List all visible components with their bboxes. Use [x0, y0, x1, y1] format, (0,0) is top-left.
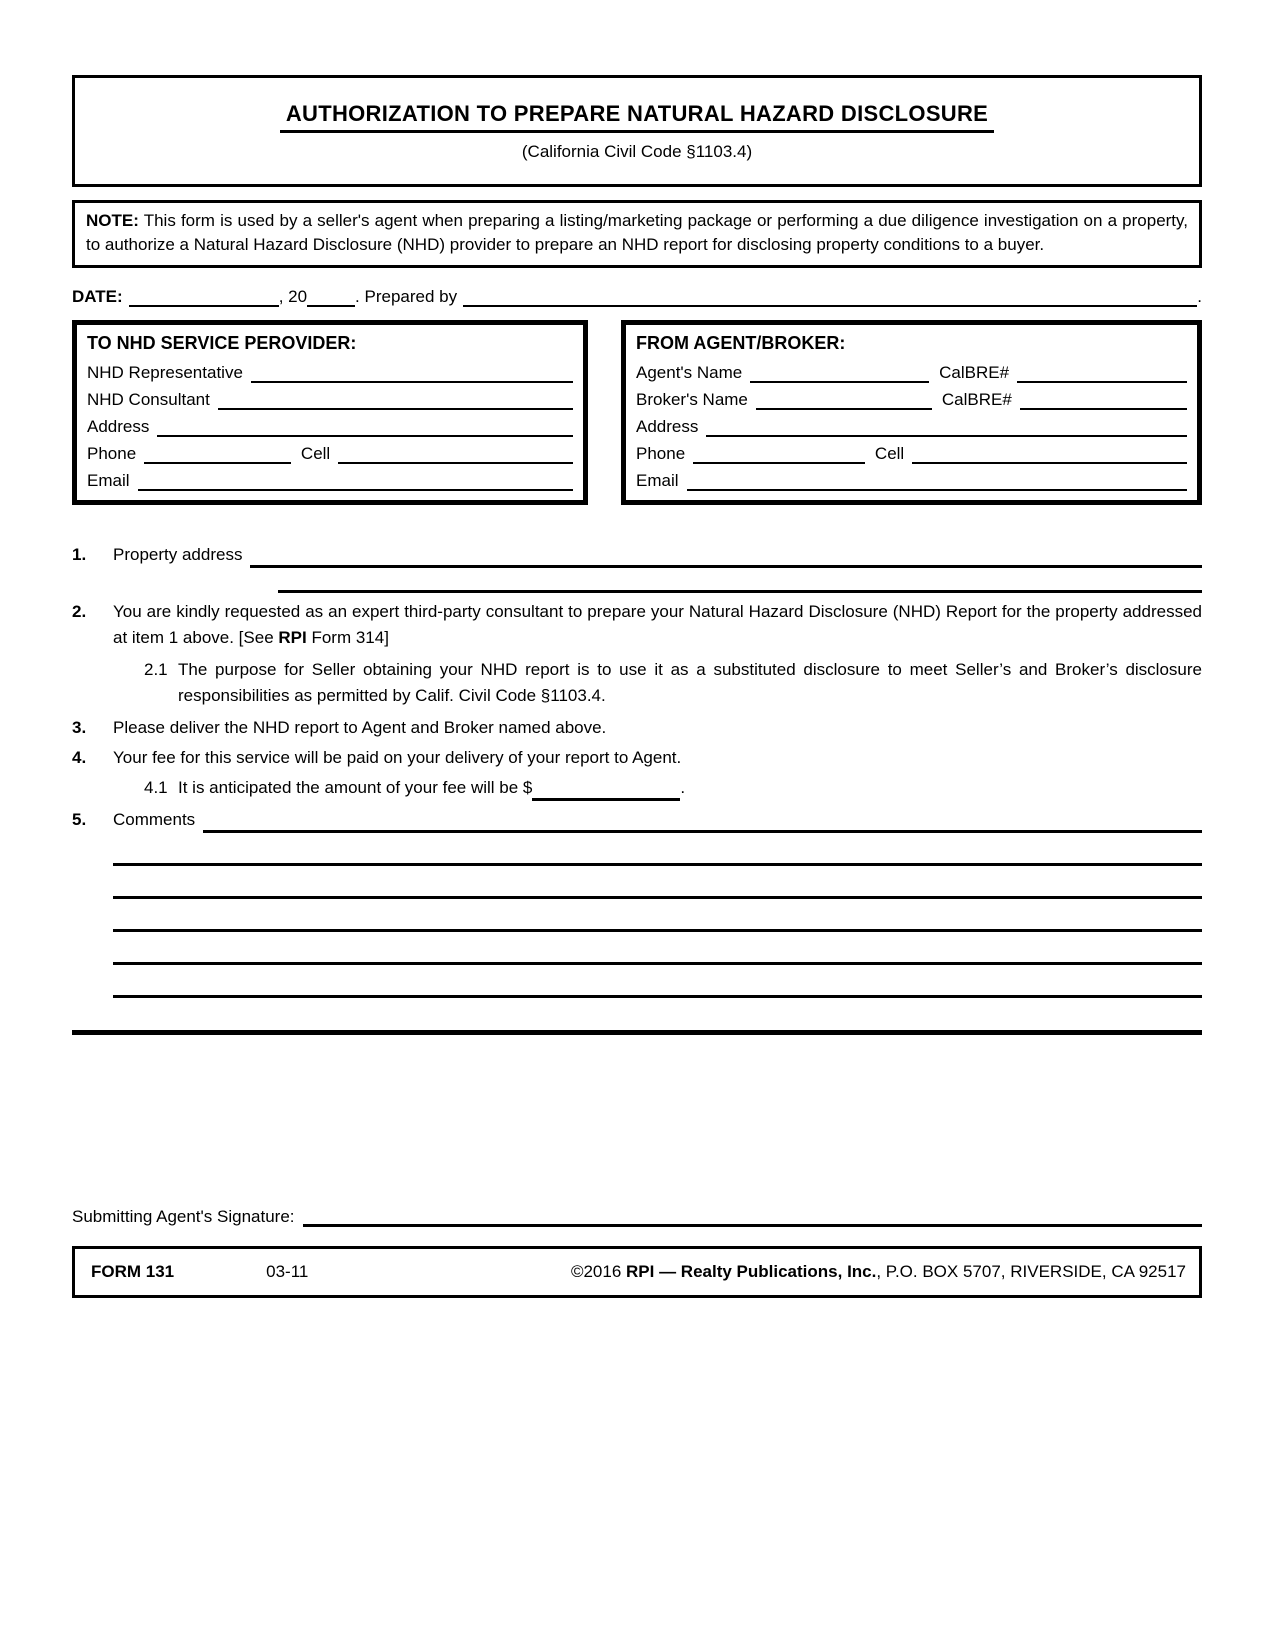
- comments-input-line-6[interactable]: [113, 965, 1202, 998]
- property-address-label: Property address: [113, 545, 243, 564]
- agent-broker-heading: FROM AGENT/BROKER:: [636, 333, 846, 353]
- agent-name-row: [636, 356, 1187, 383]
- item-3-text: Please deliver the NHD report to Agent and Broker named above.: [113, 718, 607, 737]
- item-2-text: [113, 599, 1202, 651]
- item-2-1-number: 2.1: [144, 660, 168, 679]
- agent-email-row: [636, 464, 1187, 491]
- provider-address-row: [87, 410, 573, 437]
- agent-phone-input-line[interactable]: [693, 446, 865, 464]
- prepared-by-label: . Prepared by: [355, 287, 458, 306]
- item-4-1-number: 4.1: [144, 778, 168, 797]
- provider-phone-row: [87, 437, 573, 464]
- agent-name-label: Agent's Name: [636, 363, 743, 382]
- nhd-provider-box: [72, 320, 588, 505]
- agent-address-input-line[interactable]: [706, 419, 1187, 437]
- item-2-text-a: You are kindly requested as an expert third-party consultant to prepare your Natural Hazard Disclosure (NHD) Report for the property addressed at item 1 above. [See: [113, 602, 1202, 647]
- item-1-body: [113, 542, 1202, 568]
- comments-label: Comments: [113, 810, 196, 829]
- item-3: [72, 715, 1202, 741]
- item-4-text: Your fee for this service will be paid on your delivery of your report to Agent.: [113, 748, 682, 767]
- provider-email-label: Email: [87, 471, 130, 490]
- item-2-1-text: The purpose for Seller obtaining your NHD report is to use it as a substituted disclosure to meet Seller’s and Broker’s disclosure responsibilities as permitted by Calif. Civil Code §1103.4.: [178, 660, 1202, 705]
- broker-name-row: [636, 383, 1187, 410]
- item-5: [72, 807, 1202, 833]
- nhd-consultant-input-line[interactable]: [218, 392, 573, 410]
- item-3-number: 3.: [72, 718, 87, 737]
- nhd-consultant-row: [87, 383, 573, 410]
- footer-copyright-year: ©2016: [570, 1262, 627, 1281]
- agent-email-label: Email: [636, 471, 679, 490]
- agent-phone-label: Phone: [636, 444, 686, 463]
- form-title: AUTHORIZATION TO PREPARE NATURAL HAZARD DISCLOSURE: [280, 101, 994, 133]
- property-address-input-line[interactable]: [250, 548, 1202, 568]
- broker-calbre-input-line[interactable]: [1020, 392, 1187, 410]
- agent-cell-label: Cell: [874, 444, 905, 463]
- footer-revision: 03-11: [266, 1262, 309, 1281]
- note-text: This form is used by a seller's agent when preparing a listing/marketing package or performing a due diligence investigation on a property, to authorize a Natural Hazard Disclosure (NHD) provider to prepare an NHD report for disclosing property conditions to a buyer.: [86, 211, 1188, 254]
- item-4-number: 4.: [72, 748, 87, 767]
- item-4: [72, 745, 1202, 771]
- numbered-items: [72, 542, 1202, 998]
- item-4-1-text: It is anticipated the amount of your fee will be $: [178, 778, 533, 797]
- nhd-provider-heading: TO NHD SERVICE PEROVIDER:: [87, 333, 357, 353]
- year-input-line[interactable]: [307, 289, 355, 307]
- agent-calbre-input-line[interactable]: [1017, 365, 1187, 383]
- item-5-number: 5.: [72, 810, 87, 829]
- agent-broker-box: [621, 320, 1202, 505]
- agent-email-input-line[interactable]: [687, 473, 1187, 491]
- item-2-rpi-bold: RPI: [278, 628, 307, 647]
- comments-input-line-2[interactable]: [113, 833, 1202, 866]
- item-1: [72, 542, 1202, 568]
- year-prefix-text: , 20: [278, 287, 308, 306]
- agent-address-label: Address: [636, 417, 699, 436]
- comments-input-line-1[interactable]: [203, 813, 1202, 833]
- footer-copyright: [308, 1262, 1186, 1282]
- broker-name-label: Broker's Name: [636, 390, 748, 409]
- section-divider: [72, 1030, 1202, 1035]
- form-subtitle: (California Civil Code §1103.4): [521, 141, 753, 161]
- item-2-number: 2.: [72, 602, 87, 621]
- broker-calbre-label: CalBRE#: [941, 390, 1012, 409]
- provider-phone-label: Phone: [87, 444, 137, 463]
- submitting-agent-signature-input-line[interactable]: [303, 1209, 1203, 1227]
- agent-phone-row: [636, 437, 1187, 464]
- signature-row: [72, 1203, 1202, 1227]
- footer-box: [72, 1246, 1202, 1298]
- broker-name-input-line[interactable]: [756, 392, 932, 410]
- provider-cell-input-line[interactable]: [338, 446, 573, 464]
- provider-email-input-line[interactable]: [138, 473, 573, 491]
- item-2: [72, 599, 1202, 651]
- item-2-1: [144, 657, 1202, 709]
- agent-address-row: [636, 410, 1187, 437]
- comments-input-line-5[interactable]: [113, 932, 1202, 965]
- provider-address-label: Address: [87, 417, 150, 436]
- comments-input-line-3[interactable]: [113, 866, 1202, 899]
- nhd-consultant-label: NHD Consultant: [87, 390, 210, 409]
- nhd-representative-row: [87, 356, 573, 383]
- footer-publisher-name: RPI — Realty Publications, Inc.: [626, 1262, 877, 1281]
- note-box: [72, 200, 1202, 268]
- property-address-input-line-2[interactable]: [278, 568, 1202, 593]
- provider-cell-label: Cell: [300, 444, 331, 463]
- nhd-representative-label: NHD Representative: [87, 363, 243, 382]
- footer-publisher-address: , P.O. BOX 5707, RIVERSIDE, CA 92517: [876, 1262, 1186, 1281]
- item-4-1-body: [178, 775, 1202, 801]
- agent-cell-input-line[interactable]: [912, 446, 1187, 464]
- agent-name-input-line[interactable]: [750, 365, 929, 383]
- item-2-text-b: Form 314]: [306, 628, 389, 647]
- date-label: DATE:: [72, 287, 123, 306]
- prepared-by-input-line[interactable]: [463, 289, 1197, 307]
- title-box: [72, 75, 1202, 187]
- nhd-representative-input-line[interactable]: [251, 365, 573, 383]
- provider-email-row: [87, 464, 573, 491]
- submitting-agent-signature-label: Submitting Agent's Signature:: [72, 1207, 295, 1226]
- comments-input-line-4[interactable]: [113, 899, 1202, 932]
- date-input-line[interactable]: [129, 289, 279, 307]
- provider-phone-input-line[interactable]: [144, 446, 291, 464]
- date-row: [72, 283, 1202, 307]
- fee-amount-input-line[interactable]: [532, 781, 680, 801]
- note-label: NOTE:: [86, 211, 139, 230]
- date-row-end-period: .: [1197, 287, 1202, 306]
- item-1-number: 1.: [72, 545, 87, 564]
- footer-form-number: FORM 131: [91, 1262, 175, 1281]
- agent-calbre-label: CalBRE#: [939, 363, 1010, 382]
- provider-address-input-line[interactable]: [157, 419, 573, 437]
- party-boxes-row: [72, 320, 1202, 505]
- item-4-1-end-period: .: [680, 778, 686, 797]
- item-5-body: [113, 807, 1202, 833]
- item-4-1: [144, 775, 1202, 801]
